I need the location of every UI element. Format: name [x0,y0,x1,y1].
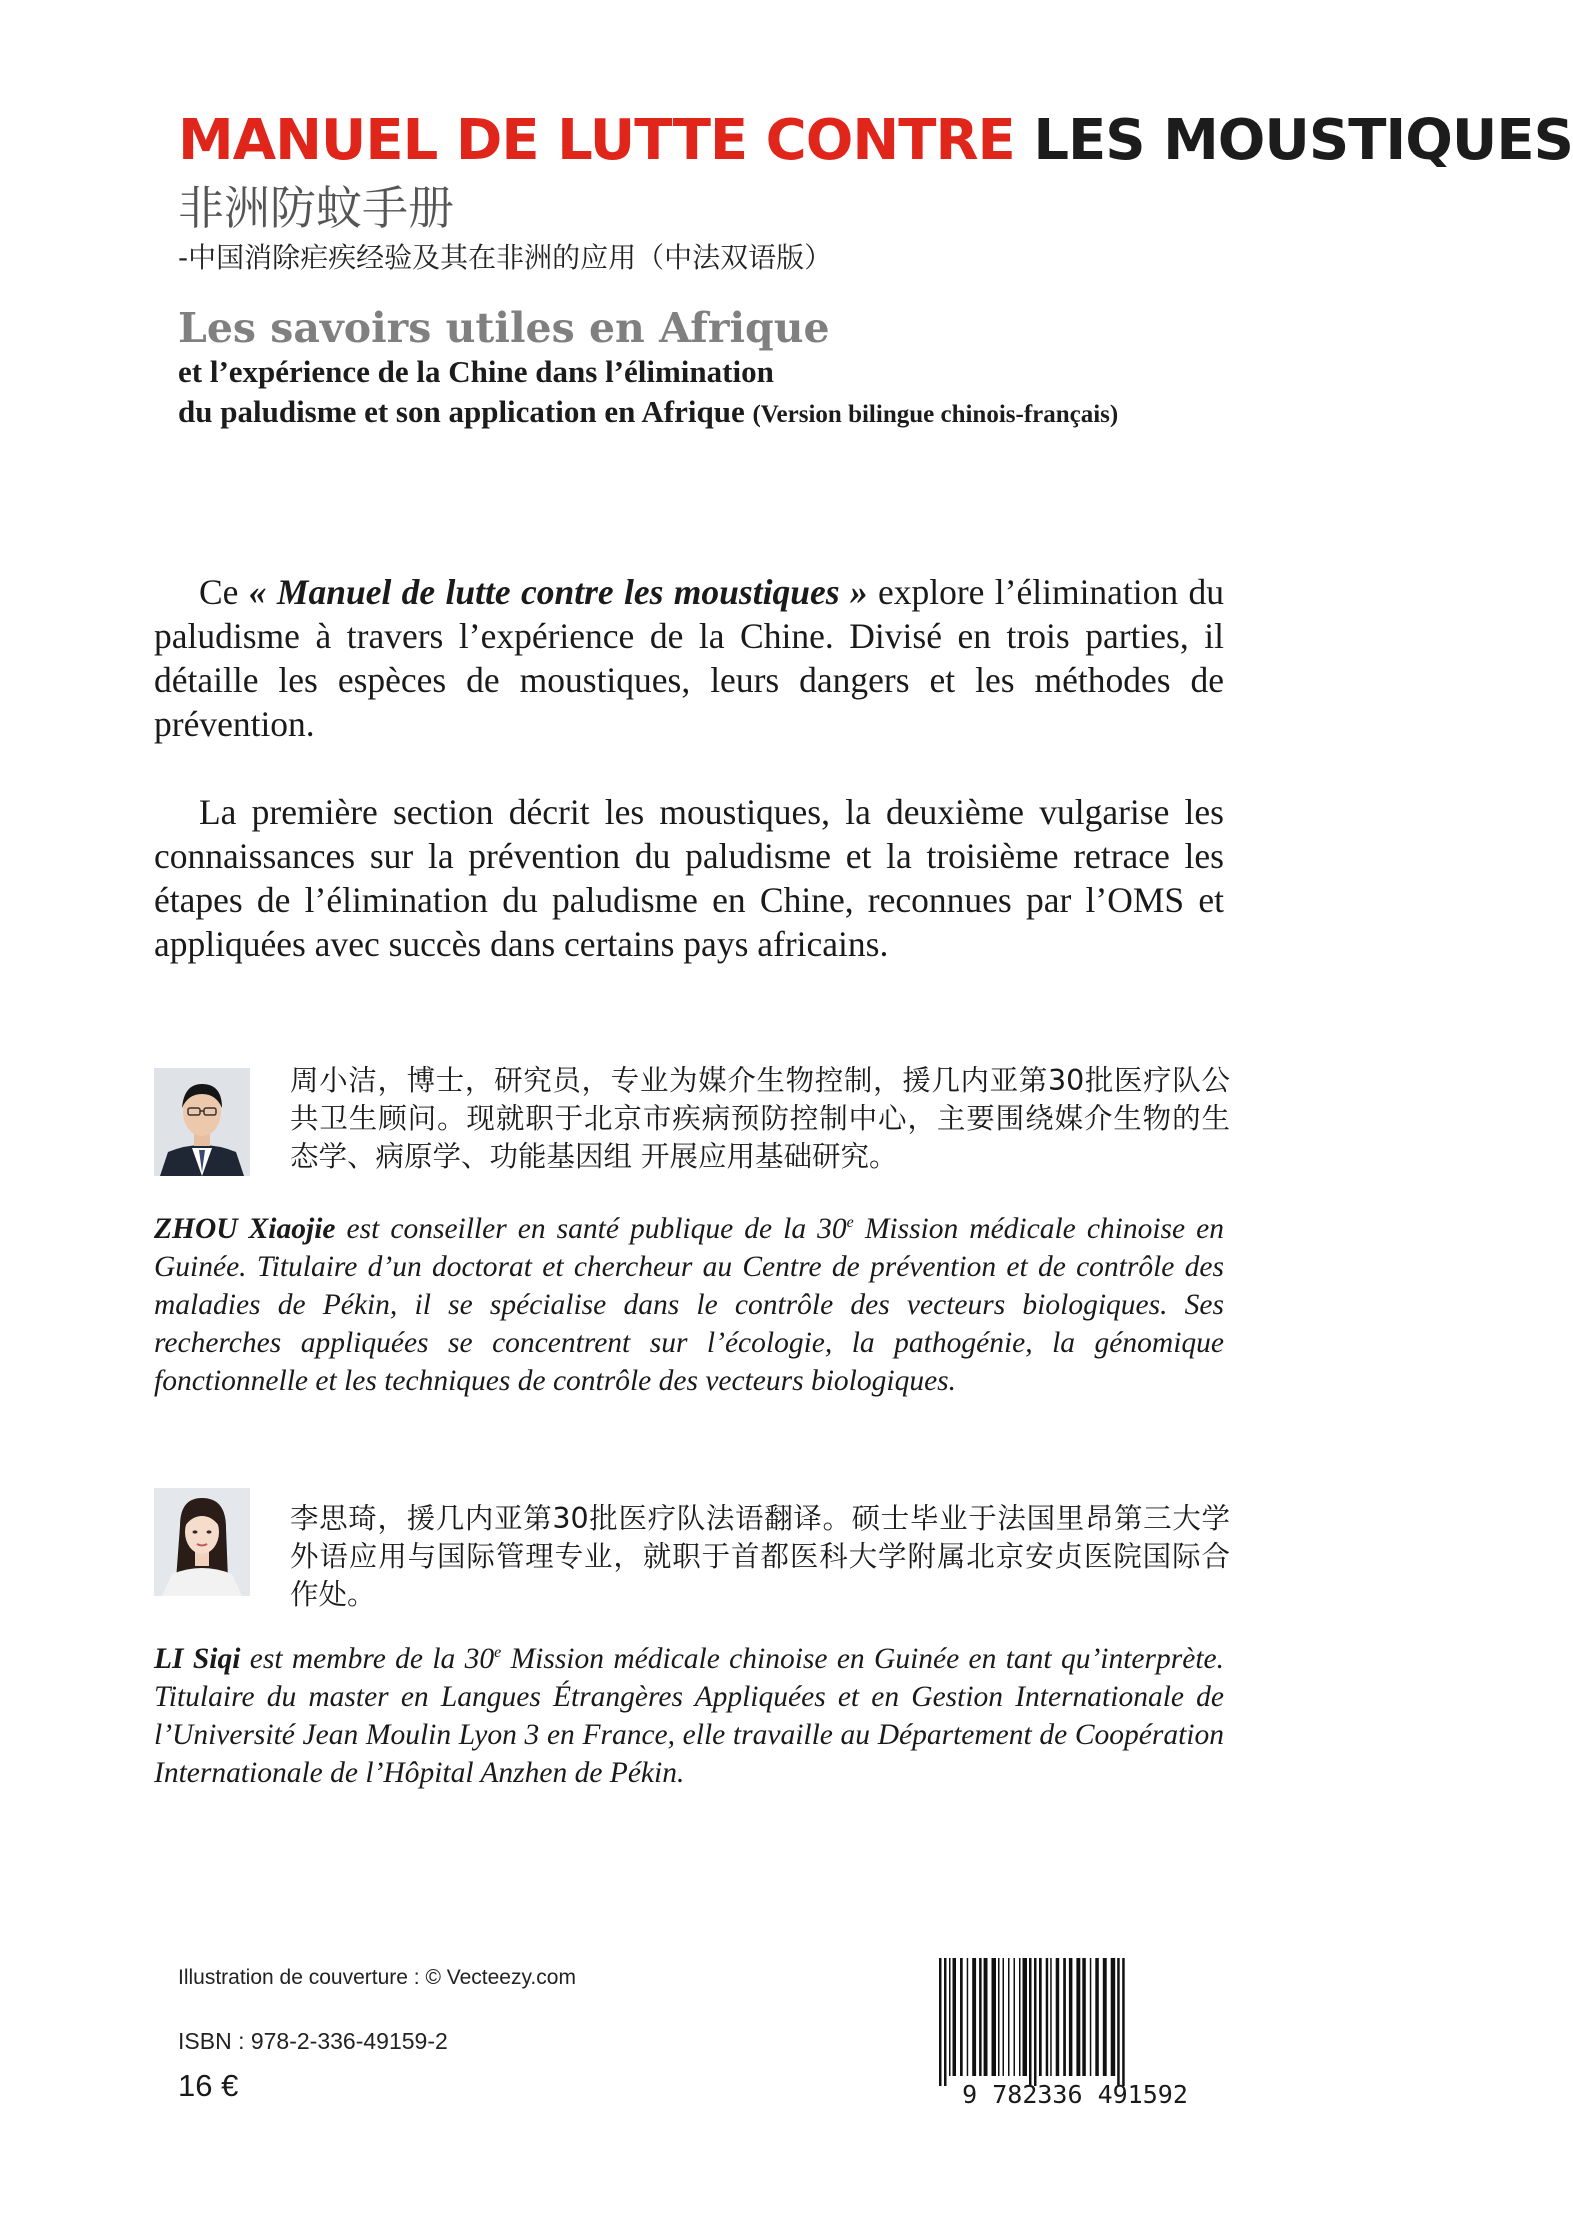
chinese-subtitle: -中国消除疟疾经验及其在非洲的应用（中法双语版） [178,241,833,274]
barcode-bar [1014,1958,1016,2076]
book-title [178,108,1573,174]
barcode-digits: 9 782336 491592 [962,2080,1188,2109]
barcode-bar [1029,1958,1032,2086]
barcode-bar [1103,1958,1107,2076]
summary-paragraph-1 [154,570,1224,746]
author-2-bio-part-b: Mission médicale chinoise en Guinée en tant qu’interprète. Titulaire du master en Langues Étrangères Appliquées et en Gestion Internationale de l’Université Jean Moulin Lyon 3 en France, elle travaille au Département de Coopération Internationale de l’Hôpital Anzhen de Pékin. [154,1642,1224,1789]
isbn: ISBN : 978-2-336-49159-2 [178,2028,448,2054]
author-1-french-bio [154,1204,1224,1400]
author-2-bio-part-a: est membre de la 30 [249,1642,495,1675]
author-2-ordinal: e [494,1644,502,1661]
barcode-bar [1063,1958,1066,2076]
barcode-bar [1008,1958,1010,2076]
barcode-bar [1003,1958,1005,2076]
cover-credit: Illustration de couverture : © Vecteezy.com [178,1966,576,1989]
barcode-bars [939,1958,1125,2086]
french-subtitle-line-2-text: du paludisme et son application en Afrique [178,394,745,429]
barcode-bar [1046,1958,1049,2076]
barcode-bar [972,1958,976,2076]
author-1-chinese-bio: 周小洁，博士，研究员，专业为媒介生物控制，援几内亚第30批医疗队公共卫生顾问。现就职于北京市疾病预防控制中心，主要围绕媒介生物的生态学、病原学、功能基因组 开展应用基础研究。 [290,1064,1230,1173]
book-title-black: LES MOUSTIQUES [1033,108,1573,173]
barcode-bar [1095,1958,1099,2076]
barcode-bar [1117,1958,1120,2086]
barcode-bar [967,1958,969,2076]
barcode-bar [992,1958,997,2076]
french-subtitle-line-1: et l’expérience de la Chine dans l’élimination [178,354,774,389]
series-title: Les savoirs utiles en Afrique [178,304,830,352]
barcode-bar [984,1958,988,2076]
price: 16 € [178,2068,239,2103]
barcode-bar [1039,1958,1042,2076]
book-reference: « Manuel de lutte contre les moustiques » [248,572,868,612]
summary-paragraph-2: La première section décrit les moustiques, la deuxième vulgarise les connaissances sur la prévention du paludisme et la troisième retrace les étapes de l’élimination du paludisme en Chine, reconnues par l’OMS et appliquées avec succès dans certains pays africains. [154,792,1224,964]
summary-lead: Ce [199,572,239,612]
author-2-name: LI Siqi [154,1642,241,1675]
barcode-bar [939,1958,942,2086]
barcode-bar [949,1958,951,2076]
author-photo-li [154,1488,250,1596]
author-2-french-bio [154,1634,1224,1792]
author-1-name: ZHOU Xiaojie [154,1212,336,1245]
barcode-bar [1050,1958,1052,2076]
barcode-bar [979,1958,982,2076]
author-1-bio-part-b: Mission médicale chinoise en Guinée. Titulaire d’un doctorat et chercheur au Centre de prévention et de contrôle des maladies de Pékin, il se spécialise dans le contrôle des vecteurs biologiques. Ses recherches appliquées se concentrent sur l’écologie, la pathogénie, la génomique fonctionnelle et les techniques de contrôle des vecteurs biologiques. [154,1212,1225,1397]
author-1-bio-part-a: est conseiller en santé publique de la 30 [346,1212,847,1245]
author-photo-zhou [154,1068,250,1176]
french-subtitle-line-2 [178,392,1238,435]
chinese-title: 非洲防蚊手册 [178,181,454,235]
barcode-bar [944,1958,947,2086]
barcode-bar [1019,1958,1021,2076]
author-1-ordinal: e [846,1214,854,1231]
author-2-chinese-bio: 李思琦，援几内亚第30批医疗队法语翻译。硕士毕业于法国里昂第三大学外语应用与国际管理专业，就职于首都医科大学附属北京安贞医院国际合作处。 [290,1502,1230,1611]
barcode-bar [1090,1958,1092,2076]
barcode-bar [1056,1958,1060,2076]
barcode-bar [1122,1958,1125,2086]
book-title-red: MANUEL DE LUTTE CONTRE [178,108,1015,173]
barcode-bar [998,1958,1000,2076]
barcode-bar [1082,1958,1086,2076]
french-subtitle [178,352,1238,435]
barcode-bar [953,1958,957,2076]
barcode [915,1958,1235,2108]
barcode-bar [1111,1958,1116,2076]
barcode-bar [1034,1958,1037,2086]
barcode-bar [1069,1958,1073,2076]
summary-rest: explore l’élimination du paludisme à travers l’expérience de la Chine. Divisé en trois parties, il détaille les espèces de moustiques, leurs dangers et les méthodes de prévention. [154,572,1225,744]
barcode-bar [1023,1958,1028,2076]
version-note: (Version bilingue chinois-français) [752,401,1119,428]
barcode-bar [960,1958,963,2076]
barcode-bar [1076,1958,1080,2076]
